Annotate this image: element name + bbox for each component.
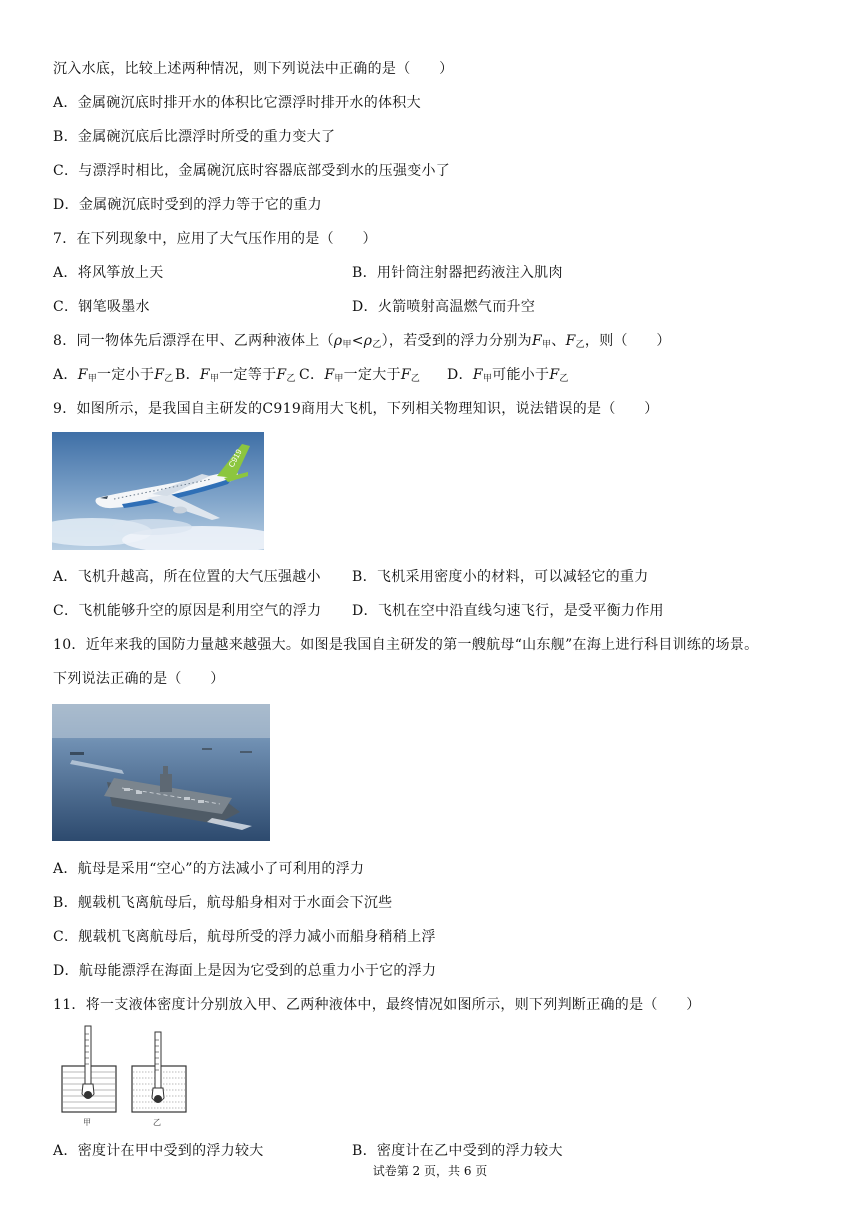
option-label: D．: [447, 367, 473, 383]
q9-option-a: A．飞机升越高，所在位置的大气压强越小: [53, 569, 321, 585]
q7-stem: 7．在下列现象中，应用了大气压作用的是（ ）: [53, 231, 377, 247]
subscript-yi: 乙: [575, 340, 585, 350]
option-label: B．: [175, 367, 200, 383]
subscript-yi: 乙: [410, 374, 421, 384]
c919-airplane-illustration: [52, 432, 264, 550]
q7-option-c: C．钢笔吸墨水: [53, 299, 150, 315]
q8-stem-part: 8．同一物体先后漂浮在甲、乙两种液体上（: [53, 333, 334, 349]
force-symbol: F: [400, 367, 411, 383]
q7-option-a: A．将风筝放上天: [53, 265, 164, 281]
q8-option-b: [175, 365, 299, 389]
q8-option-a: [53, 365, 175, 389]
q10-stem-line1: 10．近年来我的国防力量越来越强大。如图是我国自主研发的第一艘航母“山东舰”在海上进行科目训练的场景。: [53, 637, 759, 653]
subscript-jia: 甲: [342, 340, 352, 350]
q11-stem: 11．将一支液体密度计分别放入甲、乙两种液体中，最终情况如图所示，则下列判断正确的是（ ）: [53, 997, 701, 1013]
q10-option-d: D．航母能漂浮在海面上是因为它受到的总重力小于它的浮力: [53, 963, 437, 979]
rho-symbol: ρ: [363, 333, 373, 349]
beaker-jia: [62, 1026, 116, 1112]
q6-stem-tail: 沉入水底，比较上述两种情况，则下列说法中正确的是（ ）: [53, 61, 454, 77]
label-jia: 甲: [83, 1118, 91, 1127]
force-symbol: F: [154, 367, 165, 383]
q11-option-a: A．密度计在甲中受到的浮力较大: [53, 1143, 264, 1159]
force-symbol: F: [276, 367, 287, 383]
q11-option-b: B．密度计在乙中受到的浮力较大: [352, 1143, 563, 1159]
q10-option-a: A．航母是采用“空心”的方法减小了可利用的浮力: [53, 861, 365, 877]
label-yi: 乙: [153, 1118, 161, 1127]
force-symbol: F: [324, 367, 335, 383]
q8-comma: 、: [551, 333, 566, 349]
subscript-yi: 乙: [286, 374, 296, 384]
beaker-yi: [132, 1032, 186, 1112]
c919-airplane-image: [52, 432, 264, 550]
q9-stem: 9．如图所示，是我国自主研发的C919商用大飞机，下列相关物理知识，说法错误的是（ ）: [53, 401, 659, 417]
hydrometer-diagram: [58, 1024, 190, 1128]
subscript-jia: 甲: [541, 340, 552, 350]
q7-option-d: D．火箭喷射高温燃气而升空: [352, 299, 536, 315]
tail-c919-text: C919: [226, 447, 244, 469]
q10-option-b: B．舰载机飞离航母后，航母船身相对于水面会下沉些: [53, 895, 393, 911]
option-label: C．: [299, 367, 325, 383]
subscript-yi: 乙: [164, 374, 174, 384]
q7-option-b: B．用针筒注射器把药液注入肌肉: [352, 265, 563, 281]
subscript-jia: 甲: [87, 374, 98, 384]
rho-symbol: ρ: [333, 333, 343, 349]
q8-stem-part: ，则（ ）: [584, 333, 671, 349]
force-symbol: F: [472, 367, 483, 383]
q9-option-b: B．飞机采用密度小的材料，可以减轻它的重力: [352, 569, 649, 585]
subscript-yi: 乙: [372, 340, 382, 350]
q8-option-d: [447, 365, 569, 389]
force-symbol: F: [549, 367, 560, 383]
q8-stem-part: ），若受到的浮力分别为: [381, 333, 532, 349]
less-than-symbol: <: [351, 333, 364, 349]
q6-option-b: B．金属碗沉底后比漂浮时所受的重力变大了: [53, 129, 336, 145]
option-text: 一定等于: [219, 367, 277, 383]
page-footer: 试卷第 2 页，共 6 页: [372, 1164, 488, 1178]
q8-options: [53, 365, 569, 389]
subscript-yi: 乙: [559, 374, 569, 384]
aircraft-carrier-image: [52, 704, 270, 841]
force-symbol: F: [531, 333, 542, 349]
hydrometer-figure: [58, 1024, 190, 1128]
option-label: A．: [53, 367, 78, 383]
q10-option-c: C．舰载机飞离航母后，航母所受的浮力减小而船身稍稍上浮: [53, 929, 436, 945]
option-text: 一定小于: [97, 367, 155, 383]
force-symbol: F: [77, 367, 88, 383]
force-symbol: F: [199, 367, 210, 383]
q6-option-c: C．与漂浮时相比，金属碗沉底时容器底部受到水的压强变小了: [53, 163, 451, 179]
q9-option-d: D．飞机在空中沿直线匀速飞行，是受平衡力作用: [352, 603, 664, 619]
subscript-jia: 甲: [209, 374, 220, 384]
subscript-jia: 甲: [334, 374, 344, 384]
option-text: 可能小于: [492, 367, 550, 383]
q9-option-c: C．飞机能够升空的原因是利用空气的浮力: [53, 603, 322, 619]
q8-option-c: [299, 365, 447, 389]
q6-option-a: A．金属碗沉底时排开水的体积比它漂浮时排开水的体积大: [53, 95, 421, 111]
aircraft-carrier-illustration: [52, 704, 270, 841]
q10-stem-line2: 下列说法正确的是（ ）: [53, 671, 225, 687]
option-text: 一定大于: [343, 367, 401, 383]
subscript-jia: 甲: [482, 374, 493, 384]
force-symbol: F: [565, 333, 576, 349]
q8-stem: [53, 331, 671, 355]
q6-option-d: D．金属碗沉底时受到的浮力等于它的重力: [53, 197, 322, 213]
